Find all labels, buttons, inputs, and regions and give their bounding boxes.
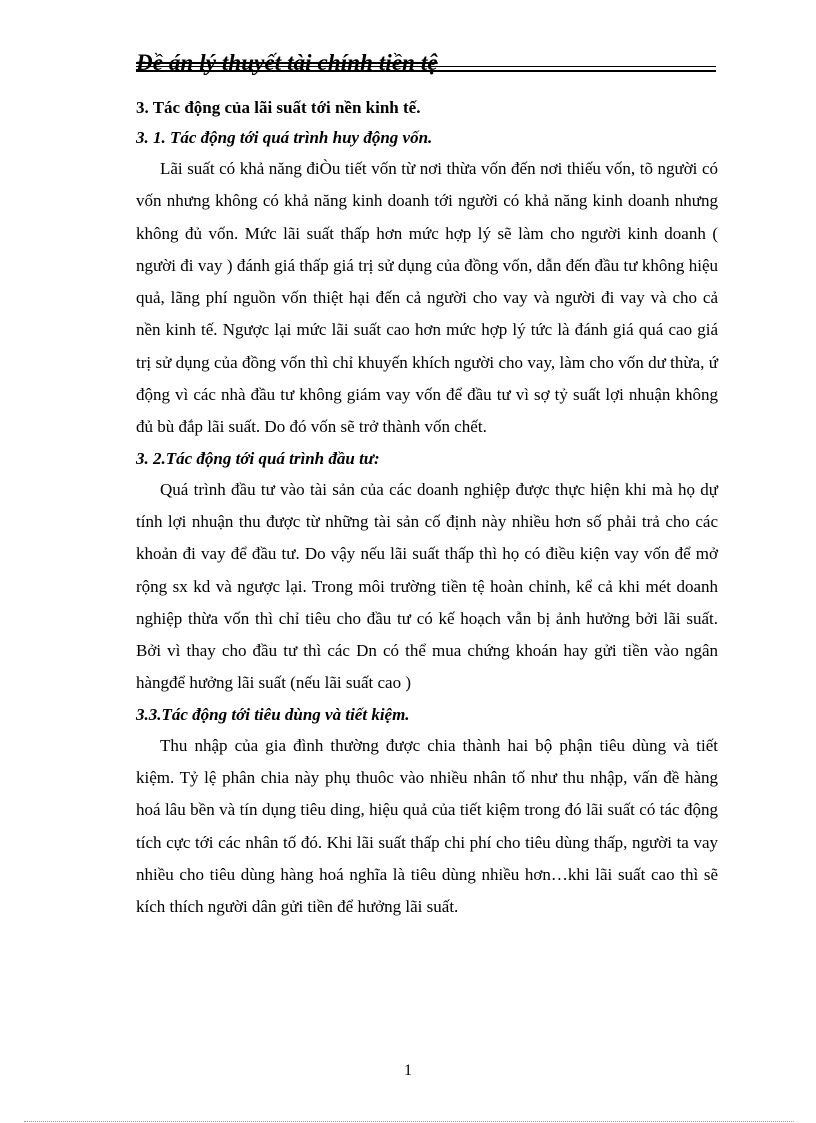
page-header [136, 50, 716, 78]
header-rule-thick [136, 70, 716, 72]
section-heading-consumption: 3.3.Tác động tới tiêu dùng và tiết kiệm. [136, 704, 410, 724]
section-heading-capital: 3. 1. Tác động tới quá trình huy động vốn. [136, 128, 433, 147]
paragraph-consumption: Thu nhập của gia đình thường được chia thành hai bộ phận tiêu dùng và tiết kiệm. Tỷ lệ phân chia này phụ thuôc vào nhiều nhân tố như thu nhập, vấn đề hàng hoá lâu bền và tín dụng tiêu ding, hiệu quả của tiết kiệm trong đó lãi suất có tác động tích cực tới các nhân tố đó. Khi lãi suất thấp chi phí cho tiêu dùng thấp, người ta vay nhiều cho tiêu dùng hàng hoá nghĩa là tiêu dùng nhiều hơn…khi lãi suất cao thì sẽ kích thích người dân gửi tiền để hưởng lãi suất. [136, 735, 718, 917]
section-heading-investment: 3. 2.Tác động tới quá trình đầu tư: [136, 448, 380, 468]
main-heading: 3. Tác động của lãi suất tới nền kinh tế. [136, 98, 421, 117]
paragraph-investment: Quá trình đầu tư vào tài sản của các doanh nghiệp được thực hiện khi mà họ dự tính lợi nhuận thu được từ những tài sản cố định này nhiều hơn số phải trả cho các khoản đi vay để đầu tư. Do vậy nếu lãi suất thấp thì họ có điều kiện vay vốn để mở rộng sx kd và ngược lại. Trong môi trường tiền tệ hoàn chỉnh, kể cả khi mét doanh nghiệp thừa vốn thì chỉ tiêu cho đầu tư có kế hoạch vẫn bị ảnh hưởng bởi lãi suất. Bởi vì thay cho đầu tư thì các Dn có thể mua chứng khoán hay gửi tiền vào ngân hàngđể hưởng lãi suất (nếu lãi suất cao ) [136, 479, 718, 693]
paragraph-capital: Lãi suất có khả năng điÒu tiết vốn từ nơi thừa vốn đến nơi thiếu vốn, tõ người có vốn nhưng không có khả năng kinh doanh tới người có khả năng kinh doanh nhưng không đủ vốn. Mức lãi suất thấp hơn mức hợp lý sẽ làm cho người kinh doanh ( người đi vay ) đánh giá thấp giá trị sử dụng của đồng vốn, dẫn đến đầu tư không hiệu quả, lãng phí nguồn vốn thiệt hại đến cả người cho vay và người đi vay và cho cả nền kinh tế. Ngược lại mức lãi suất cao hơn mức hợp lý tức là đánh giá quá cao giá trị sử dụng của đồng vốn thì chỉ khuyến khích người cho vay, làm cho vốn dư thừa, ứ động vì các nhà đầu tư không giám vay vốn để đầu tư vì sợ tỷ suất lợi nhuận không đủ bù đắp lãi suất. Do đó vốn sẽ trở thành vốn chết. [136, 159, 718, 437]
footer-rule [24, 1121, 794, 1122]
header-rule-thin [136, 66, 716, 67]
header-rules [136, 0, 716, 28]
document-body [136, 93, 718, 924]
page-number: 1 [404, 1062, 412, 1079]
header-title: Đề án lý thuyết tài chính tiền tệ [136, 50, 438, 75]
